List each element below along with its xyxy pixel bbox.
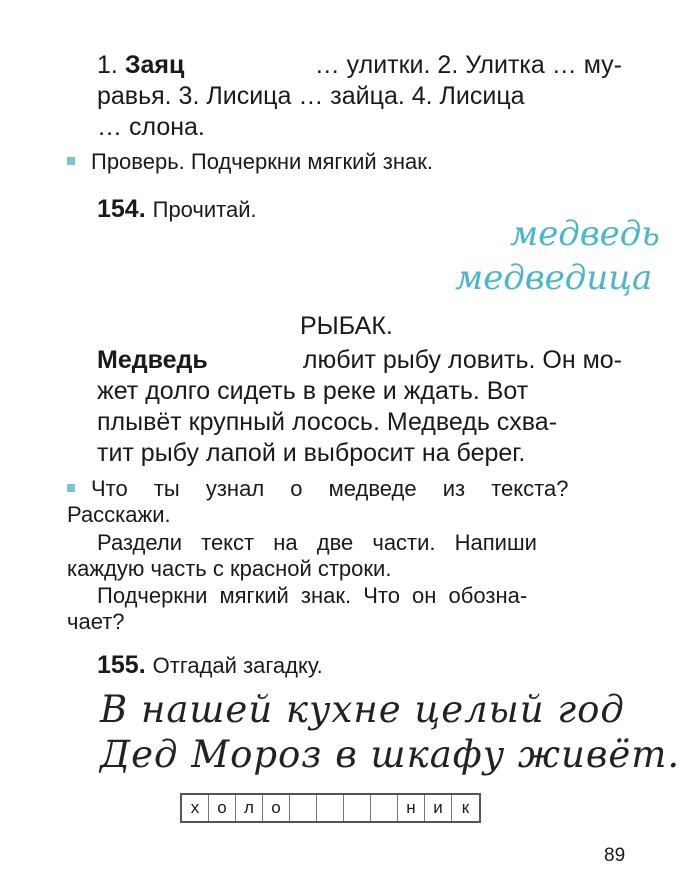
exercise-line: равья. 3. Лисица … зайца. 4. Лисица [97, 82, 525, 110]
answer-cell: л [236, 795, 263, 821]
exercise-line [97, 50, 622, 80]
task-number: 154. [97, 195, 146, 223]
question: каждую часть с красной строки. [67, 556, 392, 581]
answer-cell [317, 795, 344, 821]
item-number: 1. [97, 51, 118, 79]
answer-cell [290, 795, 317, 821]
text-title: РЫБАК. [300, 312, 393, 340]
answer-cell: и [425, 795, 452, 821]
exercise-line: … слона. [97, 113, 205, 141]
check-instruction: Проверь. Подчеркни мягкий знак. [67, 147, 433, 177]
task-number: 155. [97, 651, 146, 679]
exercise-text: … улитки. 2. Улитка … му- [314, 51, 622, 79]
task-header [97, 650, 323, 681]
answer-cell [371, 795, 398, 821]
question: чает? [67, 609, 125, 634]
script-word: медведь [510, 214, 660, 254]
script-word: медведица [455, 258, 653, 298]
text-line: жет долго сидеть в реке и ждать. Вот [97, 377, 529, 405]
bold-word: Заяц [124, 51, 185, 79]
answer-cell: о [263, 795, 290, 821]
riddle-line: В нашей кухне целый год [100, 688, 625, 731]
text-line: плывёт крупный лосось. Медведь схва- [97, 408, 558, 436]
text-line: тит рыбу лапой и выбросит на берег. [97, 439, 526, 467]
answer-cell: о [209, 795, 236, 821]
task-instruction: Отгадай загадку. [152, 653, 323, 678]
answer-cell [344, 795, 371, 821]
page-number: 89 [604, 845, 626, 866]
bullet-icon [67, 157, 75, 165]
question: Подчеркни мягкий знак. Что он обозна- [97, 583, 528, 608]
riddle-line: Дед Мороз в шкафу живёт. [100, 733, 681, 776]
task-instruction: Прочитай. [152, 197, 257, 222]
answer-grid [180, 793, 481, 823]
question: Раздели текст на две части. Напиши [97, 530, 537, 555]
bullet-icon [67, 484, 75, 492]
answer-cell: х [182, 795, 209, 821]
bold-word: Медведь [97, 346, 208, 374]
answer-cell: к [461, 798, 470, 817]
question: Что ты узнал о медведе из текста? [67, 474, 622, 504]
answer-cell: н [398, 795, 425, 821]
text-line: Медведь любит рыбу ловить. Он мо- [97, 346, 622, 374]
question: Расскажи. [67, 502, 171, 527]
task-header [97, 194, 257, 225]
